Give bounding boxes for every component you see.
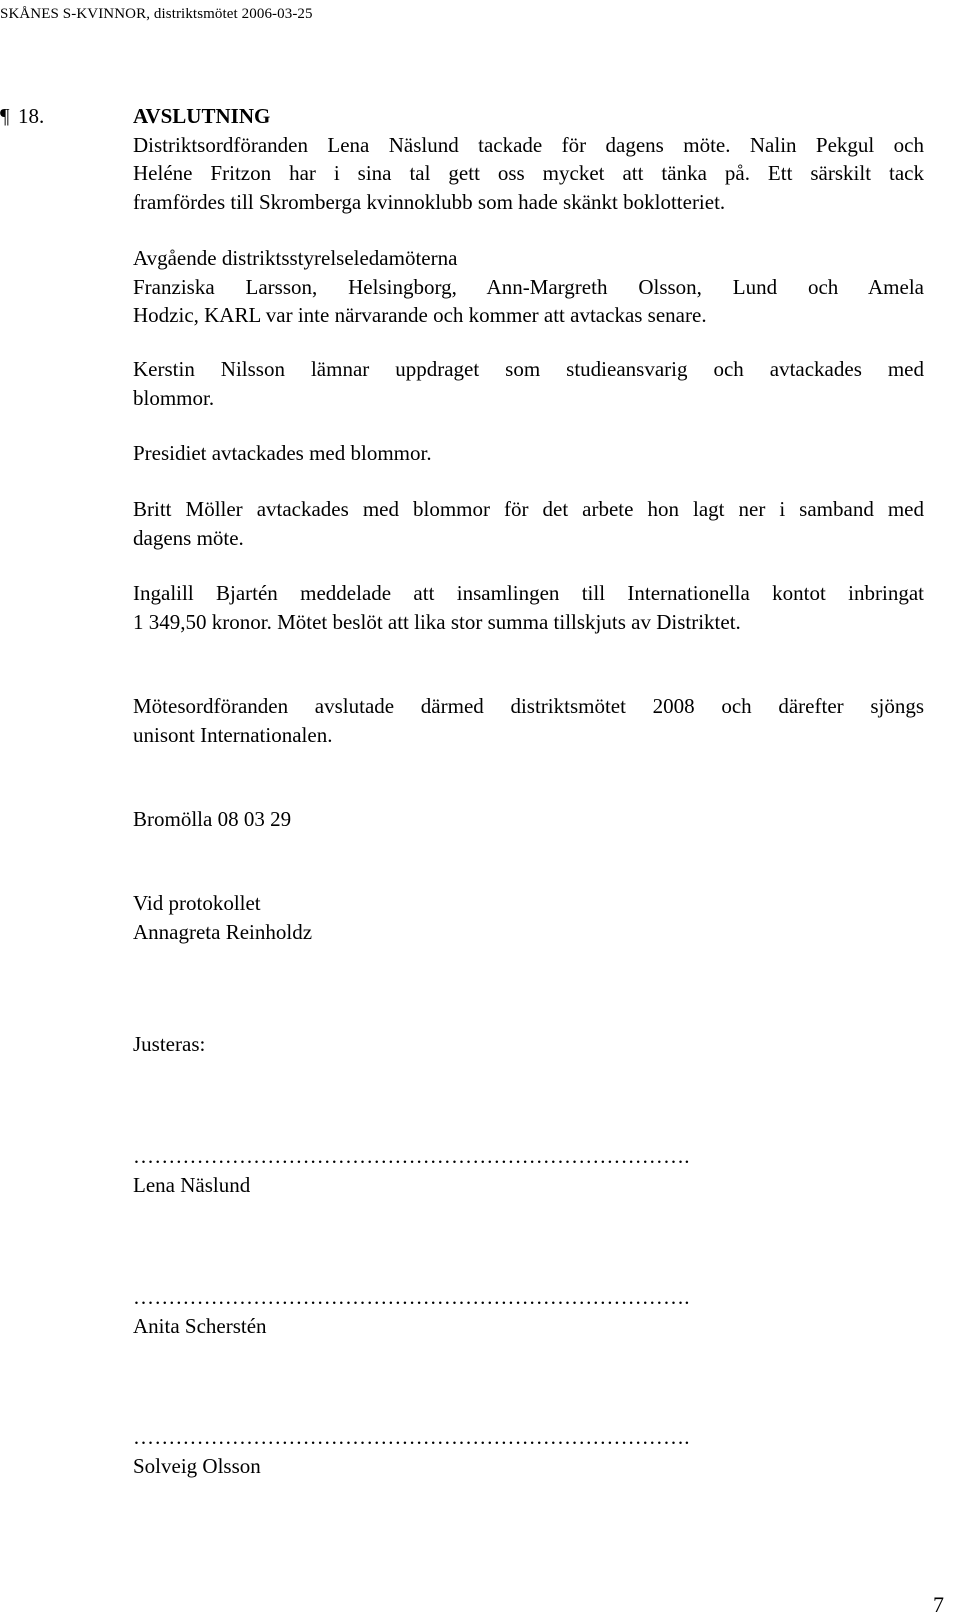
paragraph-kerstin: [133, 355, 924, 412]
protocol-block: [133, 889, 924, 946]
protocol-name: Annagreta Reinholdz: [133, 919, 313, 944]
intro-line-2: Heléne Fritzon har i sina tal gett oss mycket att tänka på. Ett särskilt tack: [133, 161, 924, 185]
signature-line: …………………………………………………………………….: [133, 1144, 690, 1168]
p2-line-1: Kerstin Nilsson lämnar uppdraget som studieansvarig och avtackades med: [133, 357, 924, 381]
intro-line-1: Distriktsordföranden Lena Näslund tackade för dagens möte. Nalin Pekgul och: [133, 132, 924, 157]
p6-line-2: unisont Internationalen.: [133, 722, 333, 747]
signature-line: …………………………………………………………………….: [133, 1285, 690, 1309]
place-date: [133, 805, 924, 834]
paragraph-board-members: [133, 244, 924, 330]
signature-1: [133, 1142, 924, 1199]
section-number: 18.: [18, 104, 45, 128]
paragraph-mark: ¶: [0, 104, 10, 128]
p1-line-1: Avgående distriktsstyrelseledamöterna: [133, 246, 458, 270]
signature-name: Lena Näslund: [133, 1172, 251, 1197]
section-title: AVSLUTNING: [133, 104, 271, 128]
page-number: 7: [933, 1592, 944, 1617]
p1-line-2: Franziska Larsson, Helsingborg, Ann-Margreth Olsson, Lund och Amela: [133, 274, 924, 299]
p4-line-1: Britt Möller avtackades med blommor för det arbete hon lagt ner i samband med: [133, 497, 924, 521]
p4-line-2: dagens möte.: [133, 525, 244, 550]
signature-line: …………………………………………………………………….: [133, 1425, 690, 1449]
adjust-label: Justeras:: [133, 1032, 206, 1056]
p2-line-2: blommor.: [133, 385, 215, 410]
paragraph-presidiet: [133, 439, 924, 468]
p5-line-2: 1 349,50 kronor. Mötet beslöt att lika stor summa tillskjuts av Distriktet.: [133, 609, 741, 634]
signature-name: Solveig Olsson: [133, 1453, 261, 1478]
p6-line-1: Mötesordföranden avslutade därmed distriktsmötet 2008 och därefter sjöngs: [133, 694, 924, 718]
p5-line-1: Ingalill Bjartén meddelade att insamlingen till Internationella kontot inbringat: [133, 581, 924, 605]
p1-line-3: Hodzic, KARL var inte närvarande och kommer att avtackas senare.: [133, 303, 707, 327]
paragraph-britt: [133, 495, 924, 552]
intro-line-3: framfördes till Skromberga kvinnoklubb som hade skänkt boklotteriet.: [133, 189, 726, 214]
protocol-label: Vid protokollet: [133, 891, 261, 915]
paragraph-closing: [133, 692, 924, 749]
place-date-text: Bromölla 08 03 29: [133, 807, 292, 831]
paragraph-ingalill: [133, 579, 924, 636]
section-content: [133, 102, 924, 216]
p3-line: Presidiet avtackades med blommor.: [133, 441, 432, 465]
signature-name: Anita Scherstén: [133, 1313, 267, 1338]
adjust-block: [133, 1030, 924, 1059]
signature-3: [133, 1423, 924, 1480]
page-header: SKÅNES S-KVINNOR, distriktsmötet 2006-03-25: [0, 6, 313, 22]
signature-2: [133, 1283, 924, 1340]
